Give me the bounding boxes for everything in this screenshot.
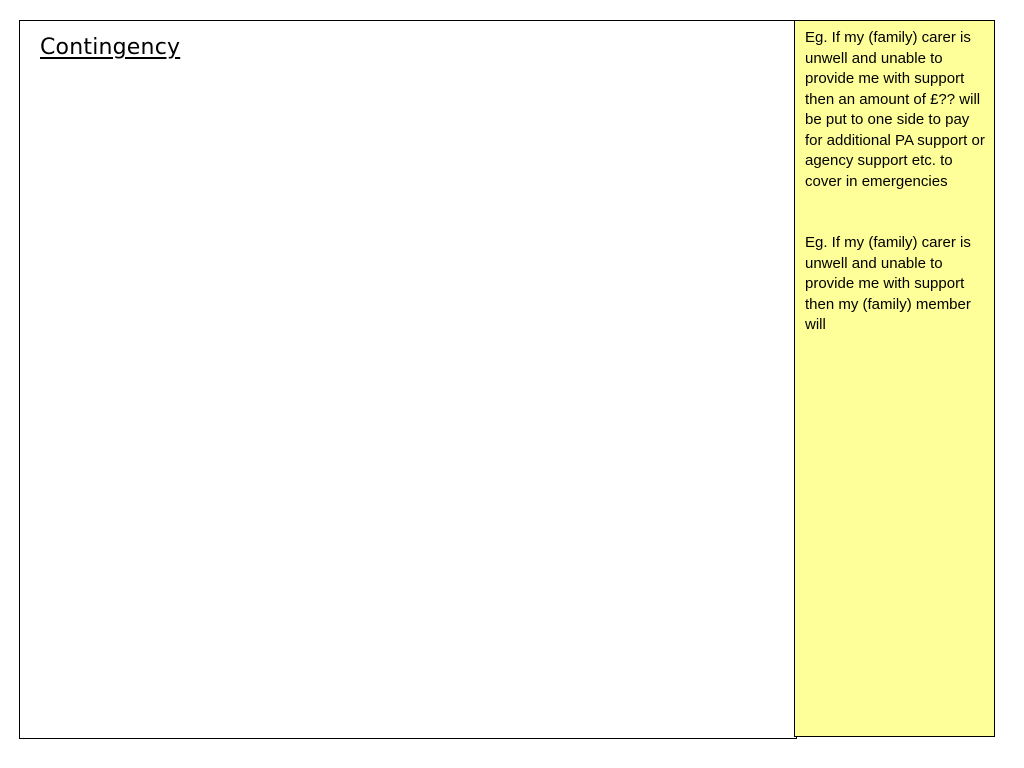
page-title: Contingency (40, 35, 181, 60)
content-area[interactable] (19, 20, 797, 739)
example-note: Eg. If my (family) carer is unwell and unable to provide me with support then my (family) member will (805, 234, 971, 333)
example-notes-panel (794, 20, 995, 737)
example-note: Eg. If my (family) carer is unwell and unable to provide me with support then an amount of £?? will be put to one side to pay for additional PA support or agency support etc. to cover in emergencies (805, 29, 985, 190)
